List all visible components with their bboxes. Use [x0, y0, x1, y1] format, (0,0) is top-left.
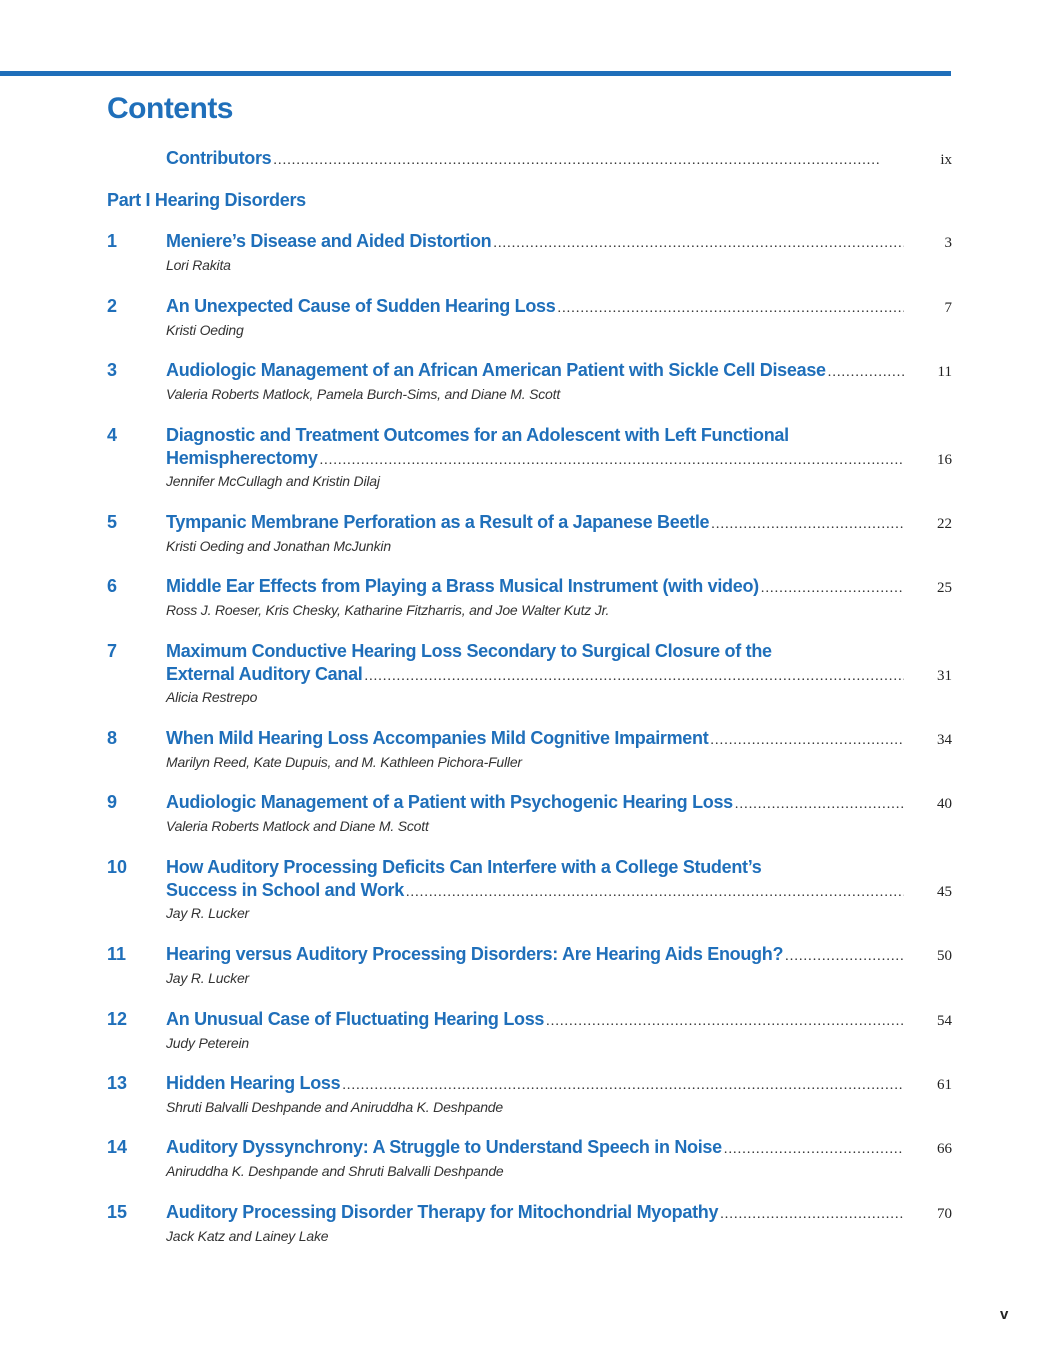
chapter-title: Middle Ear Effects from Playing a Brass Musical Instrument (with video)	[166, 576, 759, 596]
chapter-title: When Mild Hearing Loss Accompanies Mild Cognitive Impairment	[166, 728, 709, 748]
chapter-authors: Jay R. Lucker	[166, 905, 249, 921]
chapter-number: 12	[107, 1009, 128, 1029]
chapter-number: 4	[107, 425, 118, 445]
page-folio: v	[1000, 1306, 1009, 1323]
chapter-page: 66	[937, 1141, 952, 1157]
chapter-page: 50	[937, 948, 952, 964]
chapter-number: 14	[107, 1137, 128, 1157]
chapter-page: 16	[937, 452, 952, 468]
chapter-number: 15	[107, 1202, 128, 1222]
chapter-number: 2	[107, 296, 118, 316]
chapter-page: 61	[937, 1077, 952, 1093]
chapter-title-line1: Maximum Conductive Hearing Loss Secondary to Surgical Closure of the	[166, 641, 772, 661]
dot-leader	[711, 517, 904, 533]
dot-leader	[710, 733, 904, 749]
chapter-title: Auditory Processing Disorder Therapy for Mitochondrial Myopathy	[166, 1202, 719, 1222]
chapter-authors: Kristi Oeding and Jonathan McJunkin	[166, 538, 391, 554]
chapter-authors: Alicia Restrepo	[166, 689, 258, 705]
chapter-title: An Unusual Case of Fluctuating Hearing Loss	[166, 1009, 545, 1029]
chapter-title: Audiologic Management of an African American Patient with Sickle Cell Disease	[166, 360, 826, 380]
dot-leader	[364, 669, 904, 685]
chapter-page: 34	[937, 732, 952, 748]
chapter-number: 8	[107, 728, 118, 748]
chapter-number: 3	[107, 360, 118, 380]
part-heading: Part I Hearing Disorders	[107, 190, 306, 210]
dot-leader	[320, 453, 904, 469]
chapter-number: 6	[107, 576, 118, 596]
chapter-title: An Unexpected Cause of Sudden Hearing Loss	[166, 296, 556, 316]
chapter-page: 22	[937, 516, 952, 532]
dot-leader	[828, 365, 904, 381]
chapter-page: 25	[937, 580, 952, 596]
chapter-number: 10	[107, 857, 128, 877]
chapter-authors: Shruti Balvalli Deshpande and Aniruddha K. Deshpande	[166, 1099, 503, 1115]
dot-leader	[785, 949, 904, 965]
chapter-page: 7	[944, 300, 952, 316]
chapter-title: Hemispherectomy	[166, 448, 318, 468]
chapter-authors: Valeria Roberts Matlock and Diane M. Scott	[166, 818, 429, 834]
chapter-page: 31	[937, 668, 952, 684]
chapter-number: 7	[107, 641, 118, 661]
chapter-title: Success in School and Work	[166, 880, 404, 900]
dot-leader	[735, 797, 904, 813]
chapter-page: 45	[937, 884, 952, 900]
top-rule	[0, 71, 951, 76]
chapter-number: 5	[107, 512, 118, 532]
chapter-number: 9	[107, 792, 118, 812]
chapter-page: 70	[937, 1206, 952, 1222]
dot-leader	[493, 236, 904, 252]
chapter-page: 3	[944, 235, 952, 251]
page-title: Contents	[107, 92, 233, 125]
toc-entry-contributors[interactable]	[166, 146, 952, 170]
dot-leader	[724, 1142, 904, 1158]
entry-title: Contributors	[166, 148, 272, 168]
chapter-authors: Ross J. Roeser, Kris Chesky, Katharine Fitzharris, and Joe Walter Kutz Jr.	[166, 602, 610, 618]
chapter-title: Meniere’s Disease and Aided Distortion	[166, 231, 492, 251]
chapter-authors: Jay R. Lucker	[166, 970, 249, 986]
chapter-authors: Jennifer McCullagh and Kristin Dilaj	[166, 473, 380, 489]
chapter-title: Hearing versus Auditory Processing Disorders: Are Hearing Aids Enough?	[166, 944, 784, 964]
chapter-authors: Valeria Roberts Matlock, Pamela Burch-Sims, and Diane M. Scott	[166, 386, 561, 402]
chapter-title-line1: Diagnostic and Treatment Outcomes for an Adolescent with Left Functional	[166, 425, 789, 445]
chapter-title-line1: How Auditory Processing Deficits Can Interfere with a College Student’s	[166, 857, 762, 877]
entry-page: ix	[940, 152, 952, 168]
chapter-title: Audiologic Management of a Patient with Psychogenic Hearing Loss	[166, 792, 733, 812]
chapter-authors: Marilyn Reed, Kate Dupuis, and M. Kathleen Pichora-Fuller	[166, 754, 522, 770]
chapter-authors: Kristi Oeding	[166, 322, 244, 338]
chapter-title: Hidden Hearing Loss	[166, 1073, 341, 1093]
dot-leader	[720, 1207, 904, 1223]
dot-leader	[557, 301, 904, 317]
chapter-number: 13	[107, 1073, 128, 1093]
dot-leader	[273, 153, 904, 169]
chapter-number: 11	[107, 944, 127, 964]
chapter-page: 11	[937, 364, 952, 380]
dot-leader	[342, 1078, 904, 1094]
chapter-title: Auditory Dyssynchrony: A Struggle to Understand Speech in Noise	[166, 1137, 722, 1157]
chapter-authors: Lori Rakita	[166, 257, 231, 273]
dot-leader	[761, 581, 904, 597]
chapter-authors: Judy Peterein	[166, 1035, 250, 1051]
dot-leader	[406, 885, 904, 901]
chapter-authors: Aniruddha K. Deshpande and Shruti Balvalli Deshpande	[166, 1163, 504, 1179]
chapter-title: External Auditory Canal	[166, 664, 363, 684]
chapter-number: 1	[107, 231, 118, 251]
chapter-title: Tympanic Membrane Perforation as a Result of a Japanese Beetle	[166, 512, 710, 532]
dot-leader	[546, 1014, 904, 1030]
chapter-authors: Jack Katz and Lainey Lake	[166, 1228, 329, 1244]
chapter-page: 54	[937, 1013, 952, 1029]
chapter-page: 40	[937, 796, 952, 812]
